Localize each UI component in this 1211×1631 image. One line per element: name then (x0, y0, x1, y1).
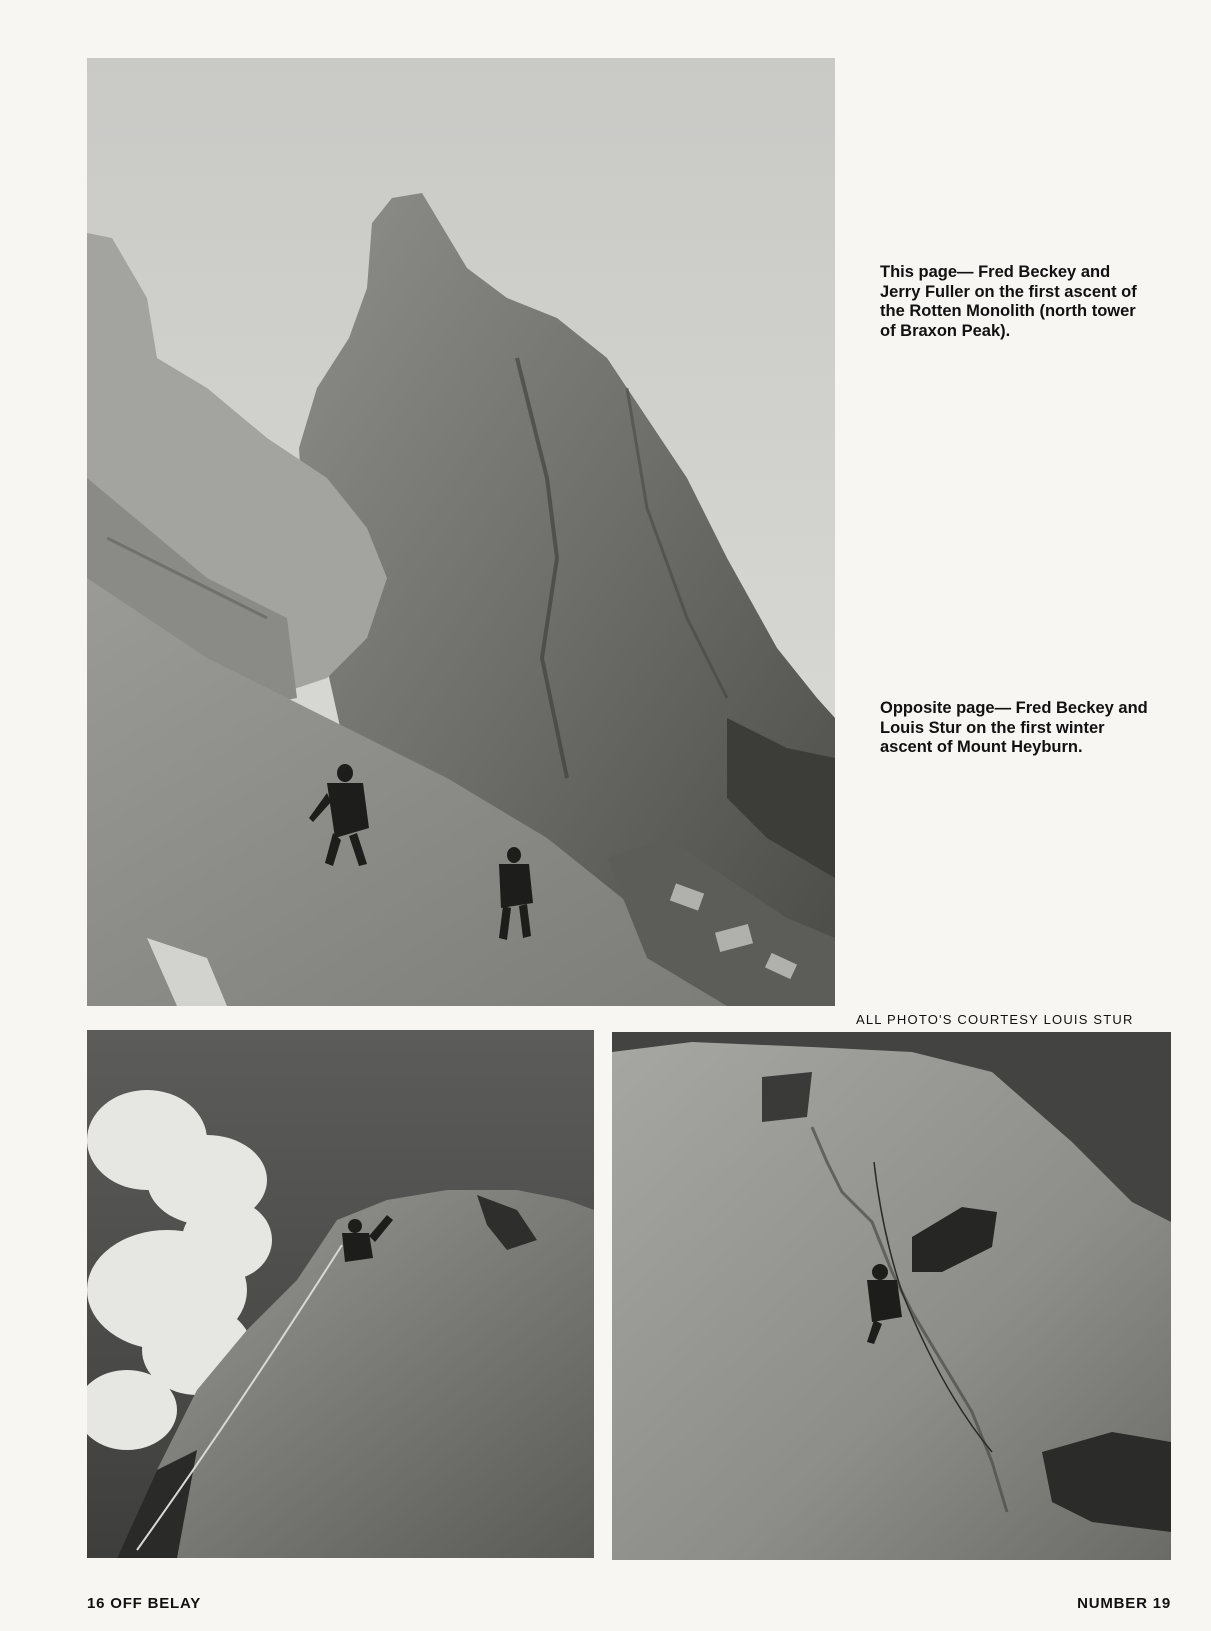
photo-climber-slab (612, 1032, 1171, 1560)
photo-rotten-monolith (87, 58, 835, 1006)
photo-climber-ridge-cloud (87, 1030, 594, 1558)
caption-opposite-page: Opposite page— Fred Beckey and Louis Stur on the first winter ascent of Mount Heyburn. (880, 699, 1148, 756)
footer-page-number-publication: 16 OFF BELAY (87, 1595, 202, 1612)
footer-issue-number: NUMBER 19 (1077, 1595, 1171, 1612)
photo-climber-ridge-cloud-image (87, 1030, 594, 1558)
caption-this-page: This page— Fred Beckey and Jerry Fuller on the first ascent of the Rotten Monolith (north tower of Braxon Peak). (880, 263, 1137, 340)
photo-rotten-monolith-image (87, 58, 835, 1006)
photo-climber-slab-image (612, 1032, 1171, 1560)
photo-credit: ALL PHOTO'S COURTESY LOUIS STUR (856, 1012, 1134, 1027)
